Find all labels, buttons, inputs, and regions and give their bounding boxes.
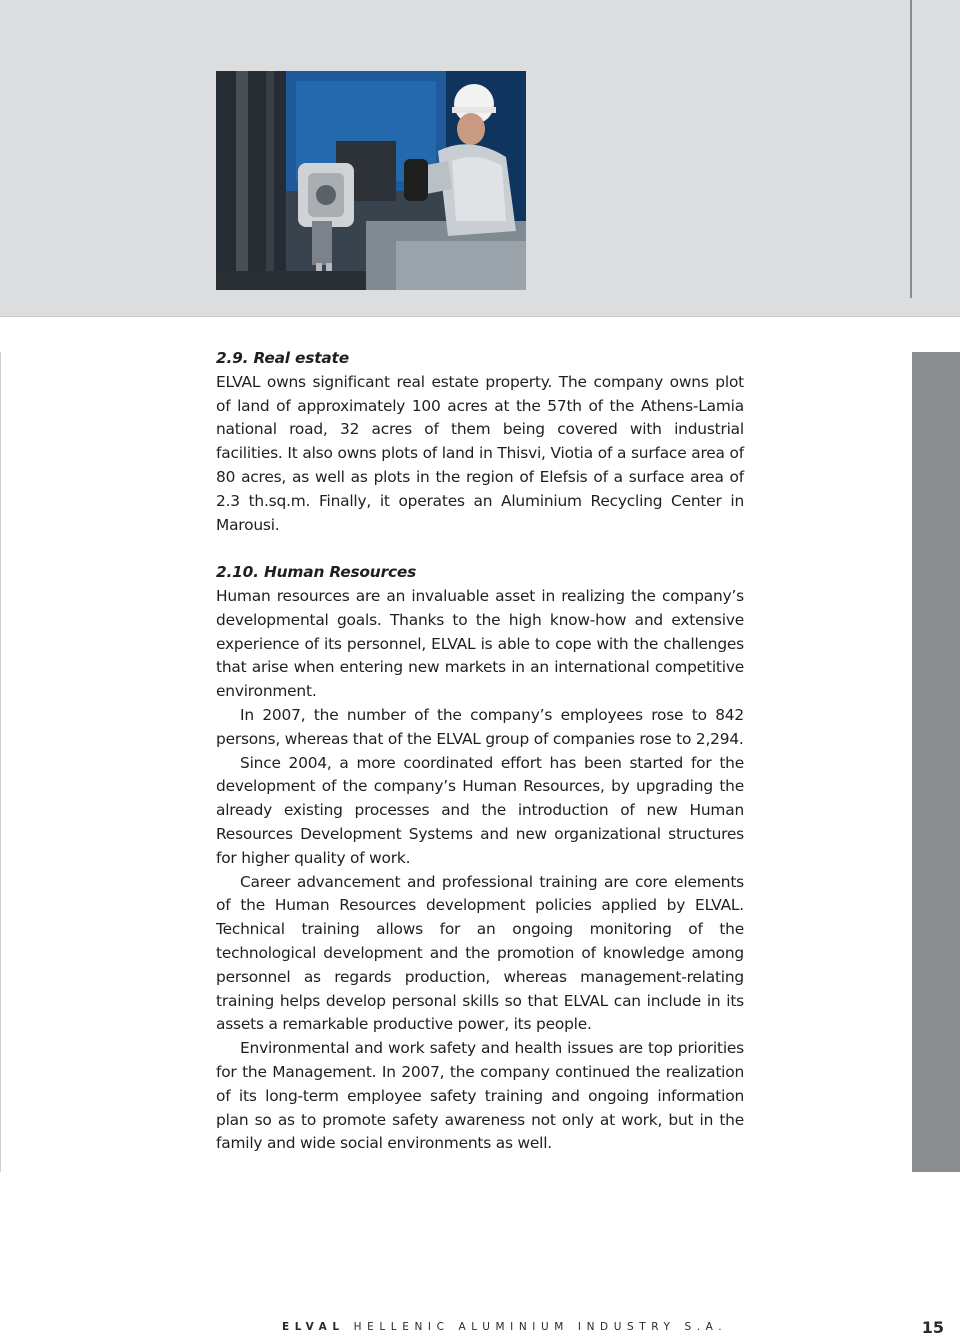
factory-worker-photo <box>216 71 526 290</box>
footer-brand: ELVAL <box>282 1321 345 1333</box>
section-human-resources <box>216 561 744 1156</box>
section-real-estate <box>216 347 744 537</box>
paragraph: Since 2004, a more coordinated effort has been started for the development of the company’s Human Resources, by upgrading the already existing processes and the introduction of new Human Resources Development Systems and new organizational structures for higher quality of work. <box>216 753 744 867</box>
header-divider <box>910 0 912 298</box>
body-text <box>216 347 744 1156</box>
page-footer <box>282 1321 727 1333</box>
side-accent-bar <box>912 352 960 1172</box>
section-heading: 2.10. Human Resources <box>216 563 417 582</box>
page-number: 15 <box>921 1318 944 1337</box>
paragraph: Environmental and work safety and health issues are top priorities for the Management. In 2007, the company continued the realization of its long-term employee safety training and ongoing information plan so as to promote safety awareness not only at work, but in the family and wide social environments as well. <box>216 1039 744 1153</box>
section-spacer <box>216 537 744 561</box>
footer-tagline: HELLENIC ALUMINIUM INDUSTRY S.A. <box>353 1321 728 1333</box>
paragraph: In 2007, the number of the company’s employees rose to 842 persons, whereas that of the ELVAL group of companies rose to 2,294. <box>216 705 744 748</box>
paragraph: Career advancement and professional training are core elements of the Human Resources development policies applied by ELVAL. Technical training allows for an ongoing monitoring of the technological development and the promotion of knowledge among personnel as regards production, whereas management-relating training helps develop personal skills so that ELVAL can include in its assets a remarkable productive power, its people. <box>216 872 744 1034</box>
paragraph: Human resources are an invaluable asset in realizing the company’s developmental goals. Thanks to the high know-how and extensive experience of its personnel, ELVAL is able to cope with the challenges that arise when entering new markets in an international competitive environment. <box>216 586 744 701</box>
paragraph: ELVAL owns significant real estate property. The company owns plot of land of approximately 100 acres at the 57th of the Athens-Lamia national road, 32 acres of them being covered with industrial facilities. It also owns plots of land in Thisvi, Viotia of a surface area of 80 acres, as well as plots in the region of Elefsis of a surface area of 2.3 th.sq.m. Finally, it operates an Aluminium Recycling Center in Marousi. <box>216 372 744 534</box>
section-heading: 2.9. Real estate <box>216 349 349 367</box>
left-margin-rule <box>0 352 1 1172</box>
